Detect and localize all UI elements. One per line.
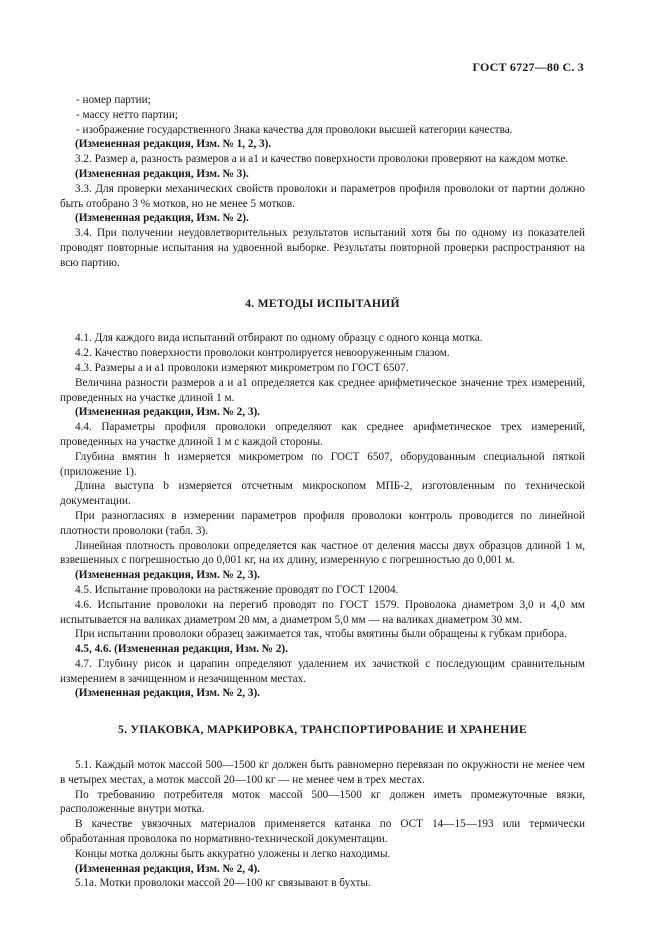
clause-4-4: 4.4. Параметры профиля проволоки определяют как среднее арифметическое трех измерений, проведенных на участке длиной 1 м с каждой стороны.	[60, 421, 585, 448]
clause-3-4: 3.4. При получении неудовлетворительных результатов испытаний хотя бы по одному из показателей проводят повторные испытания на удвоенной выборке. Результаты повторной проверки распространяют на всю партию.	[60, 227, 585, 269]
paragraph: При испытании проволоки образец зажимается так, чтобы вмятины были обращены к губкам прибора.	[75, 628, 567, 641]
revision-note: (Измененная редакция, Изм. № 1, 2, 3).	[75, 138, 272, 151]
clause-4-5: 4.5. Испытание проволоки на растяжение проводят по ГОСТ 12004.	[75, 583, 399, 596]
clause-4-6: 4.6. Испытание проволоки на перегиб проводят по ГОСТ 1579. Проволока диаметром 3,0 и 4,0 мм испытывается на валиках диаметром 20 мм, а диаметром 5,0 мм — на валиках диаметром 30 мм.	[60, 598, 585, 626]
clause-3-2: 3.2. Размер a, разность размеров a и a1 и качество поверхности проволоки проверяют на каждом мотке.	[75, 153, 569, 166]
document-body	[60, 93, 585, 891]
paragraph: Концы мотка должны быть аккуратно уложены и легко находимы.	[75, 847, 391, 860]
list-item: - номер партии;	[76, 94, 151, 106]
revision-note: (Измененная редакция, Изм. № 2, 3).	[75, 406, 260, 419]
page-header: ГОСТ 6727—80 С. 3	[472, 60, 584, 74]
section-title-5: 5. УПАКОВКА, МАРКИРОВКА, ТРАНСПОРТИРОВАНИЕ И ХРАНЕНИЕ	[118, 723, 527, 737]
clause-5-1: 5.1. Каждый моток массой 500—1500 кг должен быть равномерно перевязан по окружности не менее чем в четырех местах, а моток массой 20—100 кг — не менее чем в трех местах.	[60, 759, 585, 786]
clause-4-3: 4.3. Размеры a и a1 проволоки измеряют микрометром по ГОСТ 6507.	[75, 361, 409, 374]
paragraph: При разногласиях в измерении параметров профиля проволоки контроль проводится по линейной плотности проволоки (табл. 3).	[60, 509, 585, 537]
list-item: - массу нетто партии;	[76, 108, 179, 121]
clause-3-3: 3.3. Для проверки механических свойств проволоки и параметров профиля проволоки от партии должно быть отобрано 3 % мотков, но не менее 5 мотков.	[60, 182, 585, 210]
revision-note: (Измененная редакция, Изм. № 2, 3).	[75, 687, 260, 700]
clause-4-2: 4.2. Качество поверхности проволоки контролируется невооруженным глазом.	[75, 347, 450, 360]
paragraph: Величина разности размеров a и a1 определяется как среднее арифметическое значение трех измерений, проведенных на участке длиной 1 м.	[60, 376, 585, 404]
paragraph: Линейная плотность проволоки определяется как частное от деления массы двух образцов длиной 1 м, взвешенных с погрешностью до 0,001 кг, на их длину, измеренную с погрешностью до 0,001 м.	[60, 539, 585, 567]
paragraph: Длина выступа b измеряется отсчетным микроскопом МПБ-2, изготовленным по технической документации.	[60, 480, 585, 508]
revision-note: (Измененная редакция, Изм. № 2, 4).	[75, 862, 260, 875]
paragraph: По требованию потребителя моток массой 500—1500 кг должен иметь промежуточные вязки, расположенные внутри мотка.	[60, 788, 585, 816]
paragraph: В качестве увязочных материалов применяется катанка по ОСТ 14—15—193 или термически обработанная проволока по нормативно-технической документации.	[60, 818, 585, 846]
revision-note: (Измененная редакция, Изм. № 2, 3).	[75, 569, 260, 582]
clause-5-1a: 5.1а. Мотки проволоки массой 20—100 кг связывают в бухты.	[75, 877, 371, 890]
list-item: - изображение государственного Знака качества для проволоки высшей категории качества.	[76, 123, 513, 136]
section-title-4: 4. МЕТОДЫ ИСПЫТАНИЙ	[245, 296, 400, 310]
paragraph: Глубина вмятин h измеряется микрометром по ГОСТ 6507, оборудованным специальной пяткой (приложение 1).	[60, 450, 585, 478]
revision-note: (Измененная редакция, Изм. № 2).	[75, 212, 249, 225]
clause-4-7: 4.7. Глубину рисок и царапин определяют удалением их зачисткой с последующим сравнительным измерением в зачищенном и незачищенном местах.	[60, 657, 585, 685]
revision-note: 4.5, 4.6. (Измененная редакция, Изм. № 2).	[75, 643, 288, 656]
clause-4-1: 4.1. Для каждого вида испытаний отбирают по одному образцу с одного конца мотка.	[75, 332, 483, 345]
revision-note: (Измененная редакция, Изм. № 3).	[75, 167, 249, 180]
